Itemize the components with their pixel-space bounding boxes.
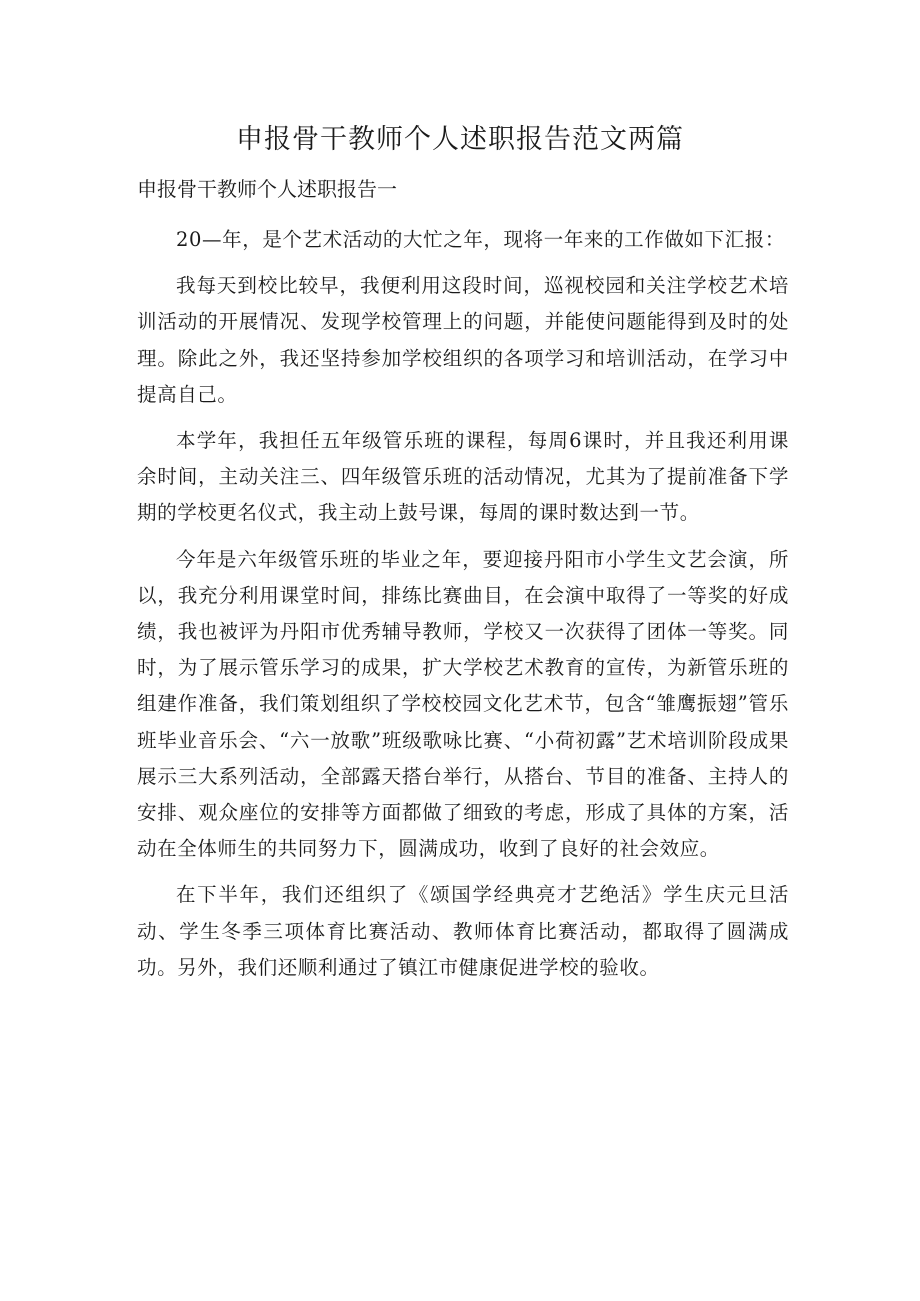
paragraph-3: 本学年，我担任五年级管乐班的课程，每周6课时，并且我还利用课余时间，主动关注三、四年级管乐班的活动情况，尤其为了提前准备下学期的学校更名仪式，我主动上鼓号课，每周的课时数达到一节。 — [137, 429, 789, 525]
document-title: 申报骨干教师个人述职报告范文两篇 — [236, 124, 684, 155]
paragraph-2: 我每天到校比较早，我便利用这段时间，巡视校园和关注学校艺术培训活动的开展情况、发现学校管理上的问题，并能使问题能得到及时的处理。除此之外，我还坚持参加学校组织的各项学习和培训活动，在学习中提高自己。 — [137, 274, 789, 406]
paragraph-4: 今年是六年级管乐班的毕业之年，要迎接丹阳市小学生文艺会演，所以，我充分利用课堂时间，排练比赛曲目，在会演中取得了一等奖的好成绩，我也被评为丹阳市优秀辅导教师，学校又一次获得了团体一等奖。同时，为了展示管乐学习的成果，扩大学校艺术教育的宣传，为新管乐班的组建作准备，我们策划组织了学校校园文化艺术节，包含“雏鹰振翅”管乐班毕业音乐会、“六一放歌”班级歌咏比赛、“小荷初露”艺术培训阶段成果展示三大系列活动，全部露天搭台举行，从搭台、节目的准备、主持人的安排、观众座位的安排等方面都做了细致的考虑，形成了具体的方案，活动在全体师生的共同努力下，圆满成功，收到了良好的社会效应。 — [137, 547, 789, 861]
paragraph-1: 20—年，是个艺术活动的大忙之年，现将一年来的工作做如下汇报： — [176, 228, 785, 251]
section-heading: 申报骨干教师个人述职报告一 — [137, 177, 397, 201]
paragraph-5: 在下半年，我们还组织了《颂国学经典亮才艺绝活》学生庆元旦活动、学生冬季三项体育比赛活动、教师体育比赛活动，都取得了圆满成功。另外，我们还顺利通过了镇江市健康促进学校的验收。 — [137, 883, 789, 979]
document-body — [137, 222, 789, 996]
